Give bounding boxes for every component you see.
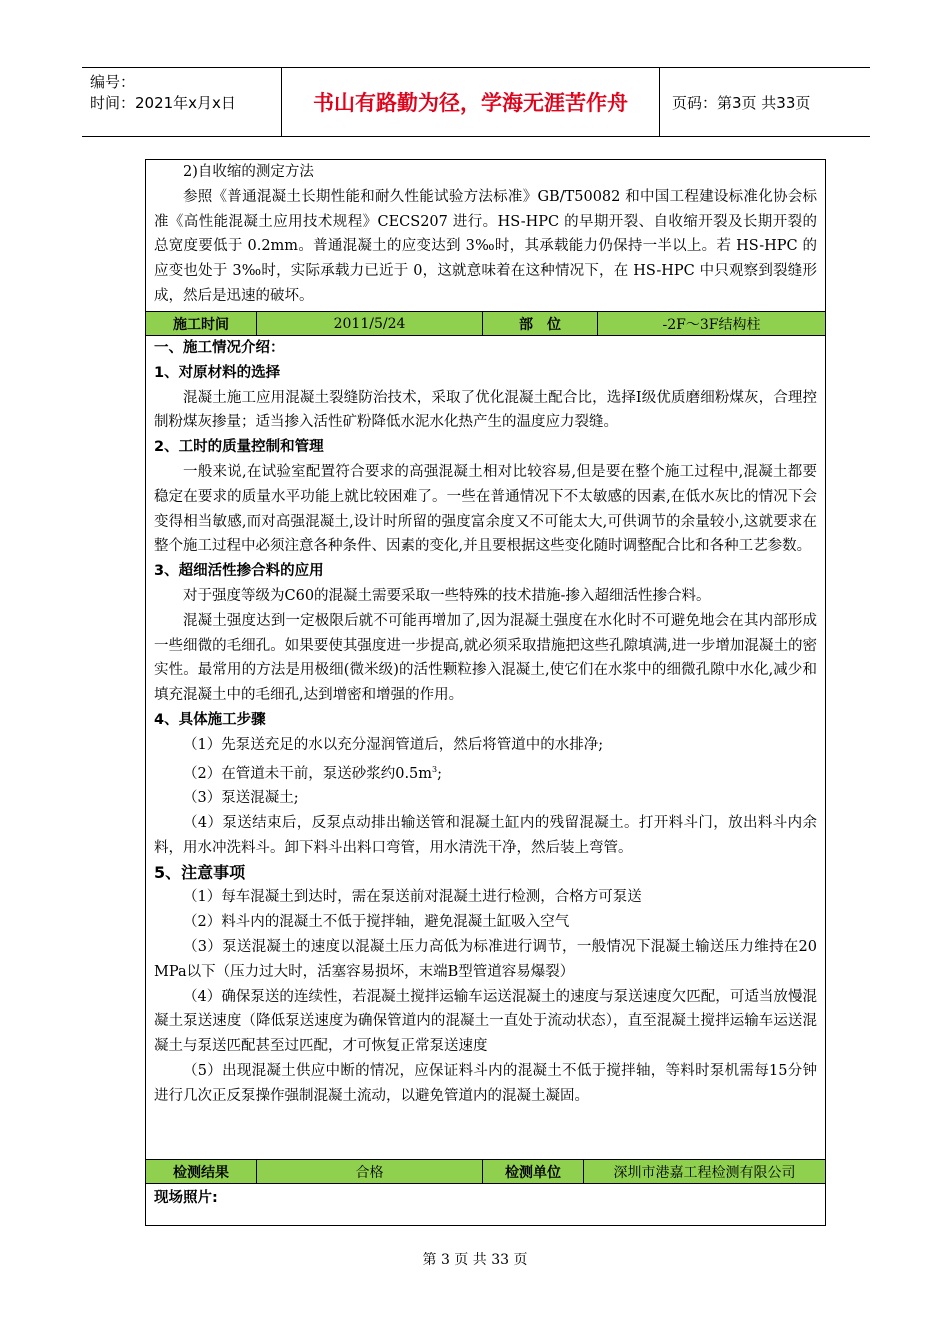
header-motto: 书山有路勤为径，学海无涯苦作舟	[282, 68, 660, 136]
note-2: （2）料斗内的混凝土不低于搅拌轴，避免混凝土缸吸入空气	[183, 914, 570, 931]
note-4: （4）确保泵送的连续性，若混凝土搅拌运输车运送混凝土的速度与泵送速度欠匹配，可适当放慢混凝土泵送速度（降低泵送速度为确保管道内的混凝土一直处于流动状态），直至混凝土搅拌运输车运送混凝土与泵送匹配甚至过匹配，才可恢复正常泵送速度	[154, 988, 817, 1055]
construction-info-row	[146, 311, 825, 336]
intro-section	[146, 160, 825, 311]
intro-paragraph: 参照《普通混凝土长期性能和耐久性能试验方法标准》GB/T50082 和中国工程建设标准化协会标准《高性能混凝土应用技术规程》CECS207 进行。HS-HPC 的早期开裂、自收缩开裂及长期开裂的总宽度要低于 0.2mm。普通混凝土的应变达到 3‰时，其承载能力仍保持一半以上。若 HS-HPC 的应变也处于 3‰时，实际承载力已近于 0，这就意味着在这种情况下，在 HS-HPC 中只观察到裂缝形成，然后是迅速的破坏。	[154, 188, 817, 304]
paragraph-quality-control: 一般来说,在试验室配置符合要求的高强混凝土相对比较容易,但是要在整个施工过程中,混凝土都要稳定在要求的质量水平功能上就比较困难了。一些在普通情况下不太敏感的因素,在低水灰比的情况下会变得相当敏感,而对高强混凝土,设计时所留的强度富余度又不可能太大,可供调节的余量较小,这就要求在整个施工过程中必须注意各种条件、因素的变化,并且要根据这些变化随时调整配合比和各种工艺参数。	[154, 463, 817, 555]
note-3: （3）泵送混凝土的速度以混凝土压力高低为标准进行调节，一般情况下混凝土输送压力维持在20 MPa以下（压力过大时，活塞容易损坏，末端B型管道容易爆裂）	[154, 938, 817, 980]
paragraph-admixture-1: 对于强度等级为C60的混凝土需要采取一些特殊的技术措施-掺入超细活性掺合料。	[183, 587, 711, 604]
construction-time-label: 施工时间	[146, 312, 257, 335]
header-page-label: 页码：第3页 共33页	[672, 93, 811, 112]
step-2-superscript: 3	[432, 764, 438, 774]
construction-details	[146, 336, 825, 1159]
inspection-unit-label: 检测单位	[483, 1160, 584, 1183]
step-3: （3）泵送混凝土;	[183, 790, 299, 807]
record-table	[145, 159, 826, 1226]
header-meta	[82, 68, 282, 136]
doc-number-label: 编号：	[90, 73, 136, 91]
step-1: （1）先泵送充足的水以充分湿润管道后，然后将管道中的水排净;	[183, 736, 604, 753]
intro-subtitle: 2)自收缩的测定方法	[183, 164, 314, 180]
paragraph-admixture-2: 混凝土强度达到一定极限后就不可能再增加了,因为混凝土强度在水化时不可避免地会在其内部形成一些细微的毛细孔。如果要使其强度进一步提高,就必须采取措施把这些孔隙填满,进一步增加混凝土的密实性。最常用的方法是用极细(微米级)的活性颗粒掺入混凝土,使它们在水浆中的细微孔隙中水化,减少和填充混凝土中的毛细孔,达到增密和增强的作用。	[154, 612, 817, 704]
part-value: -2F～3F结构柱	[662, 316, 761, 333]
step-4: （4）泵送结束后，反泵点动排出输送管和混凝土缸内的残留混凝土。打开料斗门，放出料斗内余料，用水冲洗料斗。卸下料斗出料口弯管，用水清洗干净，然后装上弯管。	[154, 814, 817, 856]
heading-notes: 5、注意事项	[154, 862, 246, 882]
page-header	[82, 67, 870, 137]
note-5: （5）出现混凝土供应中断的情况，应保证料斗内的混凝土不低于搅拌轴，等料时泵机需每15分钟进行几次正反泵操作强制混凝土流动，以避免管道内的混凝土凝固。	[154, 1062, 817, 1104]
page-footer: 第 3 页 共 33 页	[422, 1252, 528, 1268]
section-heading: 一、施工情况介绍：	[154, 340, 285, 356]
inspection-result-label: 检测结果	[146, 1160, 257, 1183]
heading-admixture: 3、超细活性掺合料的应用	[154, 563, 324, 580]
doc-date-label: 时间：2021年x月x日	[90, 94, 236, 112]
inspection-unit-value: 深圳市港嘉工程检测有限公司	[613, 1164, 796, 1181]
heading-quality-control: 2、工时的质量控制和管理	[154, 439, 324, 456]
inspection-row	[146, 1159, 825, 1184]
photo-section	[146, 1184, 825, 1211]
photo-label: 现场照片:	[154, 1190, 218, 1206]
heading-steps: 4、具体施工步骤	[154, 711, 266, 728]
step-2-end: ;	[437, 765, 443, 782]
note-1: （1）每车混凝土到达时，需在泵送前对混凝土进行检测，合格方可泵送	[183, 889, 642, 906]
heading-raw-materials: 1、对原材料的选择	[154, 364, 281, 381]
inspection-result-value: 合格	[257, 1160, 483, 1183]
paragraph-raw-materials: 混凝土施工应用混凝土裂缝防治技术，采取了优化混凝土配合比，选择Ⅰ级优质磨细粉煤灰，合理控制粉煤灰掺量；适当掺入活性矿粉降低水泥水化热产生的温度应力裂缝。	[154, 389, 817, 431]
step-2	[146, 758, 825, 787]
step-2-text: （2）在管道未干前，泵送砂浆约0.5m	[183, 765, 433, 782]
construction-time-value: 2011/5/24	[257, 312, 483, 335]
part-label: 部 位	[483, 312, 598, 335]
